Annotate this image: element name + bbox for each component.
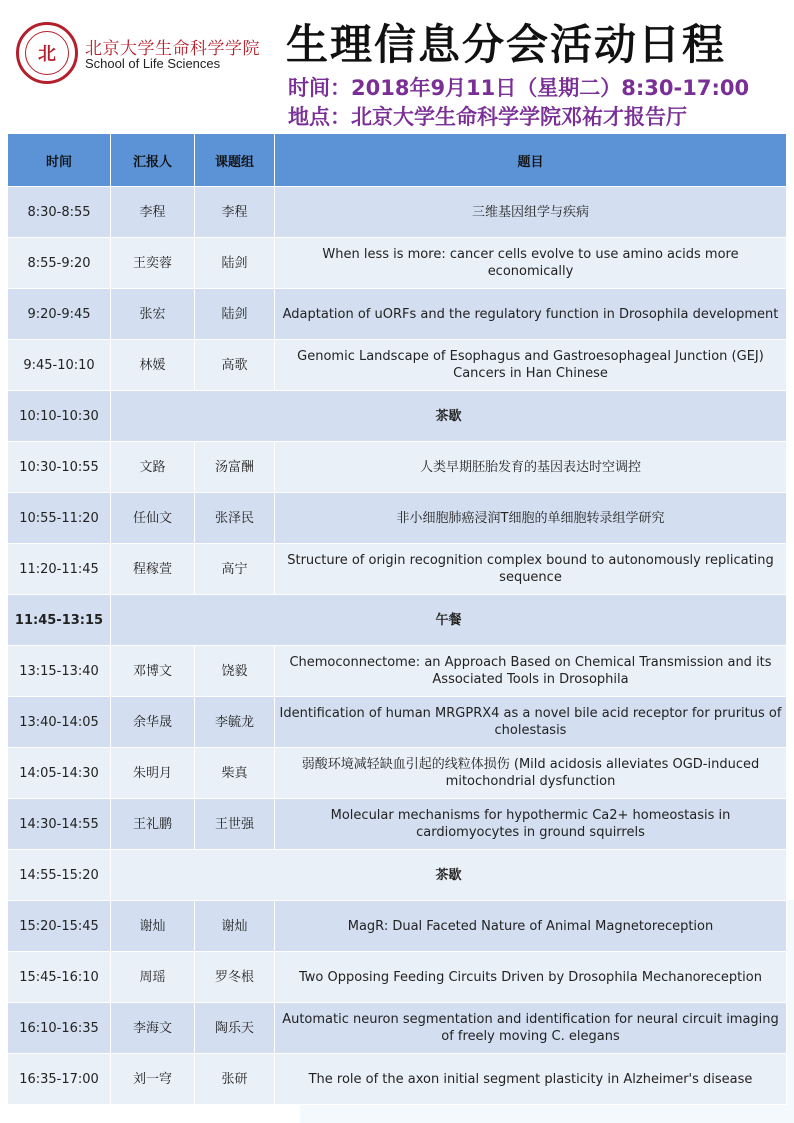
cell-time: 15:45-16:10 (8, 952, 111, 1003)
cell-time: 9:45-10:10 (8, 340, 111, 391)
cell-speaker: 刘一穹 (111, 1054, 195, 1105)
table-row (8, 646, 787, 697)
cell-time: 13:40-14:05 (8, 697, 111, 748)
cell-group: 罗冬根 (195, 952, 275, 1003)
cell-time: 11:45-13:15 (8, 595, 111, 646)
table-row (8, 799, 787, 850)
cell-group: 陶乐天 (195, 1003, 275, 1054)
event-time: 时间：2018年9月11日（星期二）8:30-17:00 (288, 76, 750, 100)
table-row (8, 187, 787, 238)
cell-topic: Automatic neuron segmentation and identification for neural circuit imaging of freely moving C. elegans (275, 1003, 787, 1054)
cell-topic: The role of the axon initial segment plasticity in Alzheimer's disease (275, 1054, 787, 1105)
cell-time: 8:30-8:55 (8, 187, 111, 238)
cell-group: 谢灿 (195, 901, 275, 952)
cell-topic: When less is more: cancer cells evolve to use amino acids more economically (275, 238, 787, 289)
cell-time: 9:20-9:45 (8, 289, 111, 340)
cell-topic: Genomic Landscape of Esophagus and Gastroesophageal Junction (GEJ) Cancers in Han Chinese (275, 340, 787, 391)
cell-speaker: 林媛 (111, 340, 195, 391)
cell-time: 15:20-15:45 (8, 901, 111, 952)
cell-break-label: 午餐 (111, 595, 787, 646)
cell-break-label: 茶歇 (111, 850, 787, 901)
cell-topic: Molecular mechanisms for hypothermic Ca2+ homeostasis in cardiomyocytes in ground squirrels (275, 799, 787, 850)
table-row (8, 442, 787, 493)
table-row (8, 1003, 787, 1054)
cell-time: 13:15-13:40 (8, 646, 111, 697)
event-location: 地点：北京大学生命科学学院邓祐才报告厅 (288, 105, 687, 129)
cell-speaker: 谢灿 (111, 901, 195, 952)
table-row-break (8, 850, 787, 901)
cell-group: 柴真 (195, 748, 275, 799)
page-header (0, 0, 794, 130)
cell-time: 14:55-15:20 (8, 850, 111, 901)
page-title: 生理信息分会活动日程 (286, 20, 727, 69)
table-row (8, 238, 787, 289)
cell-speaker: 张宏 (111, 289, 195, 340)
cell-time: 10:55-11:20 (8, 493, 111, 544)
cell-topic: 人类早期胚胎发育的基因表达时空调控 (275, 442, 787, 493)
table-row (8, 544, 787, 595)
cell-topic: 三维基因组学与疾病 (275, 187, 787, 238)
table-row (8, 493, 787, 544)
cell-speaker: 李海文 (111, 1003, 195, 1054)
cell-speaker: 周瑶 (111, 952, 195, 1003)
cell-time: 11:20-11:45 (8, 544, 111, 595)
cell-time: 8:55-9:20 (8, 238, 111, 289)
cell-group: 高歌 (195, 340, 275, 391)
cell-speaker: 王礼鹏 (111, 799, 195, 850)
table-row-break (8, 595, 787, 646)
cell-topic: 非小细胞肺癌浸润T细胞的单细胞转录组学研究 (275, 493, 787, 544)
school-name-english: School of Life Sciences (85, 56, 221, 71)
schedule-table-container (7, 133, 786, 1105)
schedule-table-body (8, 187, 787, 1105)
cell-topic: Two Opposing Feeding Circuits Driven by Drosophila Mechanoreception (275, 952, 787, 1003)
cell-time: 14:30-14:55 (8, 799, 111, 850)
table-row (8, 697, 787, 748)
schedule-table (7, 133, 787, 1105)
column-header-group: 课题组 (195, 134, 275, 187)
cell-speaker: 李程 (111, 187, 195, 238)
cell-time: 16:10-16:35 (8, 1003, 111, 1054)
column-header-topic: 题目 (275, 134, 787, 187)
cell-topic: 弱酸环境减轻缺血引起的线粒体损伤 (Mild acidosis alleviates OGD-induced mitochondrial dysfunction (275, 748, 787, 799)
cell-speaker: 王奕蓉 (111, 238, 195, 289)
cell-time: 10:10-10:30 (8, 391, 111, 442)
cell-group: 汤富酬 (195, 442, 275, 493)
table-row (8, 748, 787, 799)
cell-topic: Structure of origin recognition complex bound to autonomously replicating sequence (275, 544, 787, 595)
cell-group: 陆剑 (195, 289, 275, 340)
cell-speaker: 余华晟 (111, 697, 195, 748)
table-row (8, 901, 787, 952)
table-row (8, 340, 787, 391)
cell-group: 张泽民 (195, 493, 275, 544)
cell-group: 王世强 (195, 799, 275, 850)
peking-university-logo (16, 22, 78, 84)
table-row-break (8, 391, 787, 442)
table-row (8, 289, 787, 340)
cell-group: 高宁 (195, 544, 275, 595)
cell-group: 李程 (195, 187, 275, 238)
table-row (8, 952, 787, 1003)
logo-seal-icon: 北 (25, 31, 69, 75)
school-name-chinese: 北京大学生命科学学院 (85, 39, 260, 59)
cell-speaker: 朱明月 (111, 748, 195, 799)
cell-break-label: 茶歇 (111, 391, 787, 442)
column-header-time: 时间 (8, 134, 111, 187)
cell-group: 饶毅 (195, 646, 275, 697)
cell-topic: Identification of human MRGPRX4 as a novel bile acid receptor for pruritus of cholestasis (275, 697, 787, 748)
cell-topic: Chemoconnectome: an Approach Based on Chemical Transmission and its Associated Tools in Drosophila (275, 646, 787, 697)
column-header-speaker: 汇报人 (111, 134, 195, 187)
table-row (8, 1054, 787, 1105)
table-header-row (8, 134, 787, 187)
cell-topic: MagR: Dual Faceted Nature of Animal Magnetoreception (275, 901, 787, 952)
cell-speaker: 程稼萱 (111, 544, 195, 595)
cell-time: 16:35-17:00 (8, 1054, 111, 1105)
cell-time: 10:30-10:55 (8, 442, 111, 493)
cell-group: 李毓龙 (195, 697, 275, 748)
cell-time: 14:05-14:30 (8, 748, 111, 799)
cell-speaker: 邓博文 (111, 646, 195, 697)
cell-group: 张研 (195, 1054, 275, 1105)
cell-speaker: 任仙文 (111, 493, 195, 544)
cell-group: 陆剑 (195, 238, 275, 289)
cell-topic: Adaptation of uORFs and the regulatory function in Drosophila development (275, 289, 787, 340)
cell-speaker: 文路 (111, 442, 195, 493)
